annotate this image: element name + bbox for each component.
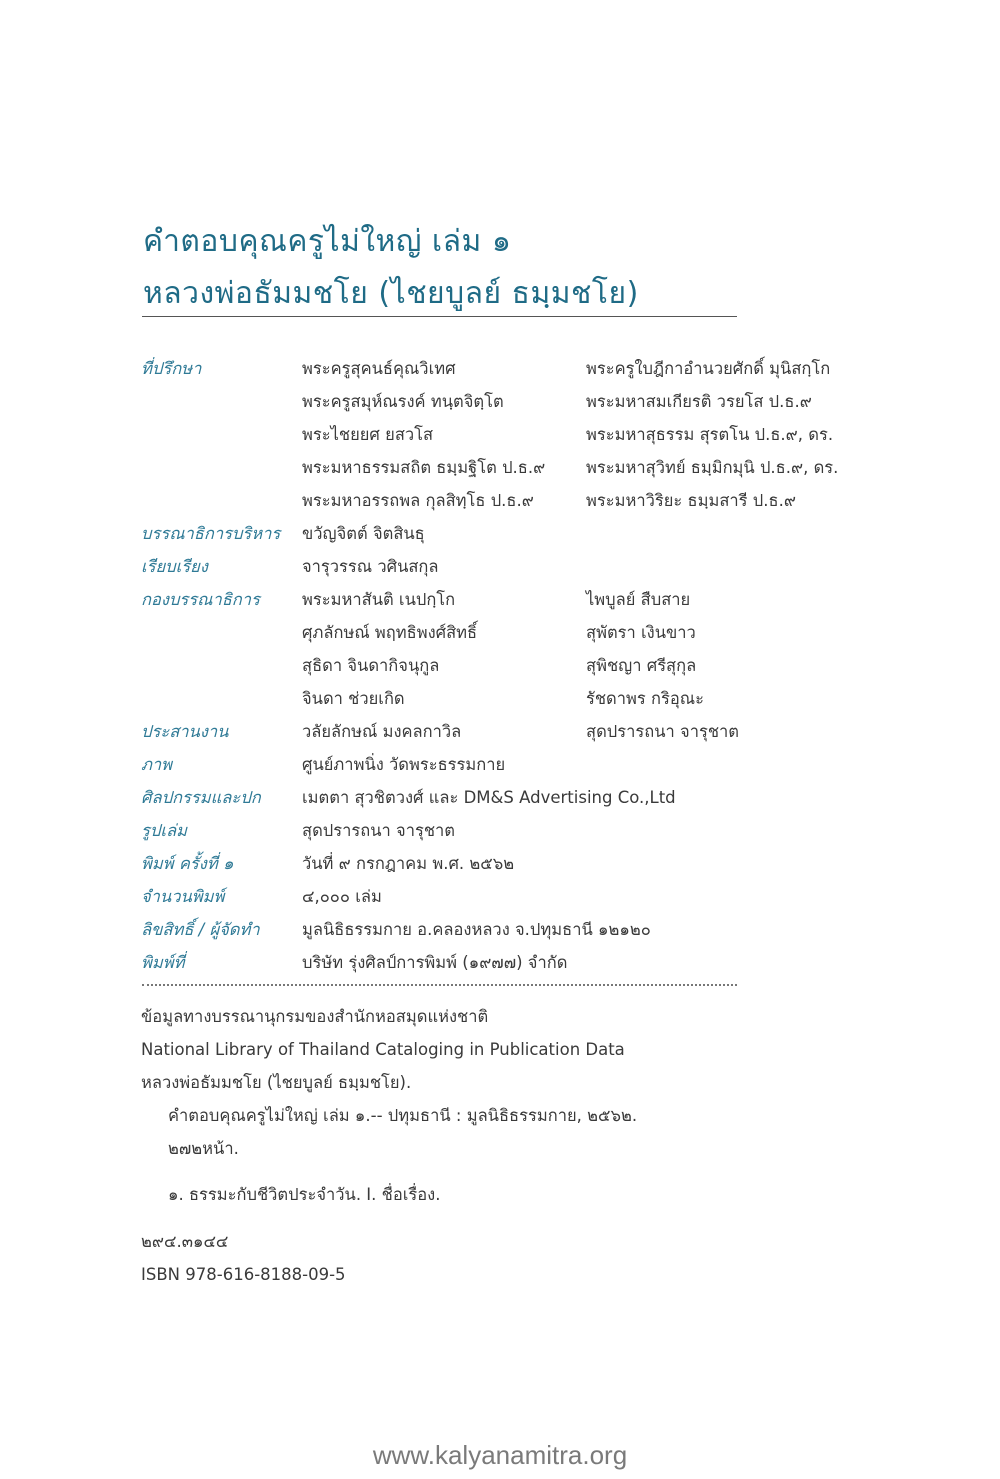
edition-date: วันที่ ๙ กรกฎาคม พ.ศ. ๒๕๖๒ xyxy=(302,854,515,873)
coordinator-name: สุดปรารถนา จารุชาต xyxy=(586,722,740,741)
catalog-subject: ๑. ธรรมะกับชีวิตประจำวัน. I. ชื่อเรื่อง. xyxy=(168,1185,441,1204)
photo-label: ภาพ xyxy=(141,755,173,774)
book-title: คำตอบคุณครูไม่ใหญ่ เล่ม ๑ xyxy=(143,224,512,259)
advisor-name: พระครูใบฎีกาอำนวยศักดิ์ มุนิสกฺโก xyxy=(586,359,831,378)
copies-count: ๔,๐๐๐ เล่ม xyxy=(302,887,382,906)
layout-credit: สุดปรารถนา จารุชาต xyxy=(302,821,456,840)
advisor-name: พระมหาธรรมสถิต ธมฺมฐิโต ป.ธ.๙ xyxy=(302,458,546,477)
coordinator-label: ประสานงาน xyxy=(141,722,229,741)
rights-label: ลิขสิทธิ์ / ผู้จัดทำ xyxy=(141,920,260,939)
art-label: ศิลปกรรมและปก xyxy=(141,788,261,807)
catalog-pages: ๒๗๒หน้า. xyxy=(168,1139,239,1158)
exec-editor-name: ขวัญจิตต์ จิตสินธุ xyxy=(302,524,425,543)
editorial-name: จินดา ช่วยเกิด xyxy=(302,689,405,708)
advisor-name: พระมหาสุวิทย์ ธมฺมิกมุนิ ป.ธ.๙, ดร. xyxy=(586,458,839,477)
editorial-name: สุธิดา จินดากิจนุกูล xyxy=(302,656,440,675)
editorial-name: รัชดาพร กริอุณะ xyxy=(586,689,704,708)
advisor-name: พระมหาสมเกียรติ วรยโส ป.ธ.๙ xyxy=(586,392,812,411)
compiler-name: จารุวรรณ วศินสกุล xyxy=(302,557,439,576)
printer-name: บริษัท รุ่งศิลป์การพิมพ์ (๑๙๗๗) จำกัด xyxy=(302,953,568,972)
catalog-class-number: ๒๙๔.๓๑๔๔ xyxy=(141,1232,229,1251)
isbn: ISBN 978-616-8188-09-5 xyxy=(141,1265,346,1284)
compiler-label: เรียบเรียง xyxy=(141,557,208,576)
editorial-name: ศุภลักษณ์ พฤทธิพงศ์สิทธิ์ xyxy=(302,623,478,642)
editorial-name: สุพิชญา ศรีสุกุล xyxy=(586,656,697,675)
catalog-heading-th: ข้อมูลทางบรรณานุกรมของสำนักหอสมุดแห่งชาติ xyxy=(141,1007,489,1026)
editorial-name: สุพัตรา เงินขาว xyxy=(586,623,696,642)
rights-holder: มูลนิธิธรรมกาย อ.คลองหลวง จ.ปทุมธานี ๑๒๑๒๐ xyxy=(302,920,651,939)
edition-label: พิมพ์ ครั้งที่ ๑ xyxy=(141,854,234,873)
copies-label: จำนวนพิมพ์ xyxy=(141,887,225,906)
advisor-name: พระไชยยศ ยสวโส xyxy=(302,425,434,444)
editorial-name: พระมหาสันติ เนปกฺโก xyxy=(302,590,456,609)
advisor-name: พระครูสมุห์ณรงค์ ทนฺตจิตฺโต xyxy=(302,392,504,411)
website-url: www.kalyanamitra.org xyxy=(372,1440,628,1470)
printer-label: พิมพ์ที่ xyxy=(141,953,185,972)
advisor-name: พระมหาวิริยะ ธมฺมสารี ป.ธ.๙ xyxy=(586,491,796,510)
catalog-author: หลวงพ่อธัมมชโย (ไชยบูลย์ ธมฺมชโย). xyxy=(141,1073,412,1092)
title-divider xyxy=(142,316,737,317)
book-author-title: หลวงพ่อธัมมชโย (ไชยบูลย์ ธมฺมชโย) xyxy=(143,276,639,311)
exec-editor-label: บรรณาธิการบริหาร xyxy=(141,524,281,543)
editorial-label: กองบรรณาธิการ xyxy=(141,590,260,609)
advisor-name: พระมหาอรรถพล กุลสิทฺโธ ป.ธ.๙ xyxy=(302,491,534,510)
advisor-name: พระครูสุคนธ์คุณวิเทศ xyxy=(302,359,456,378)
art-credit: เมตตา สุวชิตวงศ์ และ DM&S Advertising Co.,Ltd xyxy=(302,788,676,807)
photo-credit: ศูนย์ภาพนิ่ง วัดพระธรรมกาย xyxy=(302,755,506,774)
advisor-name: พระมหาสุธรรม สุรตโน ป.ธ.๙, ดร. xyxy=(586,425,834,444)
catalog-title: คำตอบคุณครูไม่ใหญ่ เล่ม ๑.-- ปทุมธานี : มูลนิธิธรรมกาย, ๒๕๖๒. xyxy=(168,1106,638,1125)
editorial-name: ไพบูลย์ สืบสาย xyxy=(586,590,691,609)
layout-label: รูปเล่ม xyxy=(141,821,187,840)
dotted-divider xyxy=(142,984,737,986)
coordinator-name: วลัยลักษณ์ มงคลกาวิล xyxy=(302,722,462,741)
advisors-label: ที่ปรึกษา xyxy=(141,359,202,378)
catalog-heading-en: National Library of Thailand Cataloging in Publication Data xyxy=(141,1040,625,1059)
